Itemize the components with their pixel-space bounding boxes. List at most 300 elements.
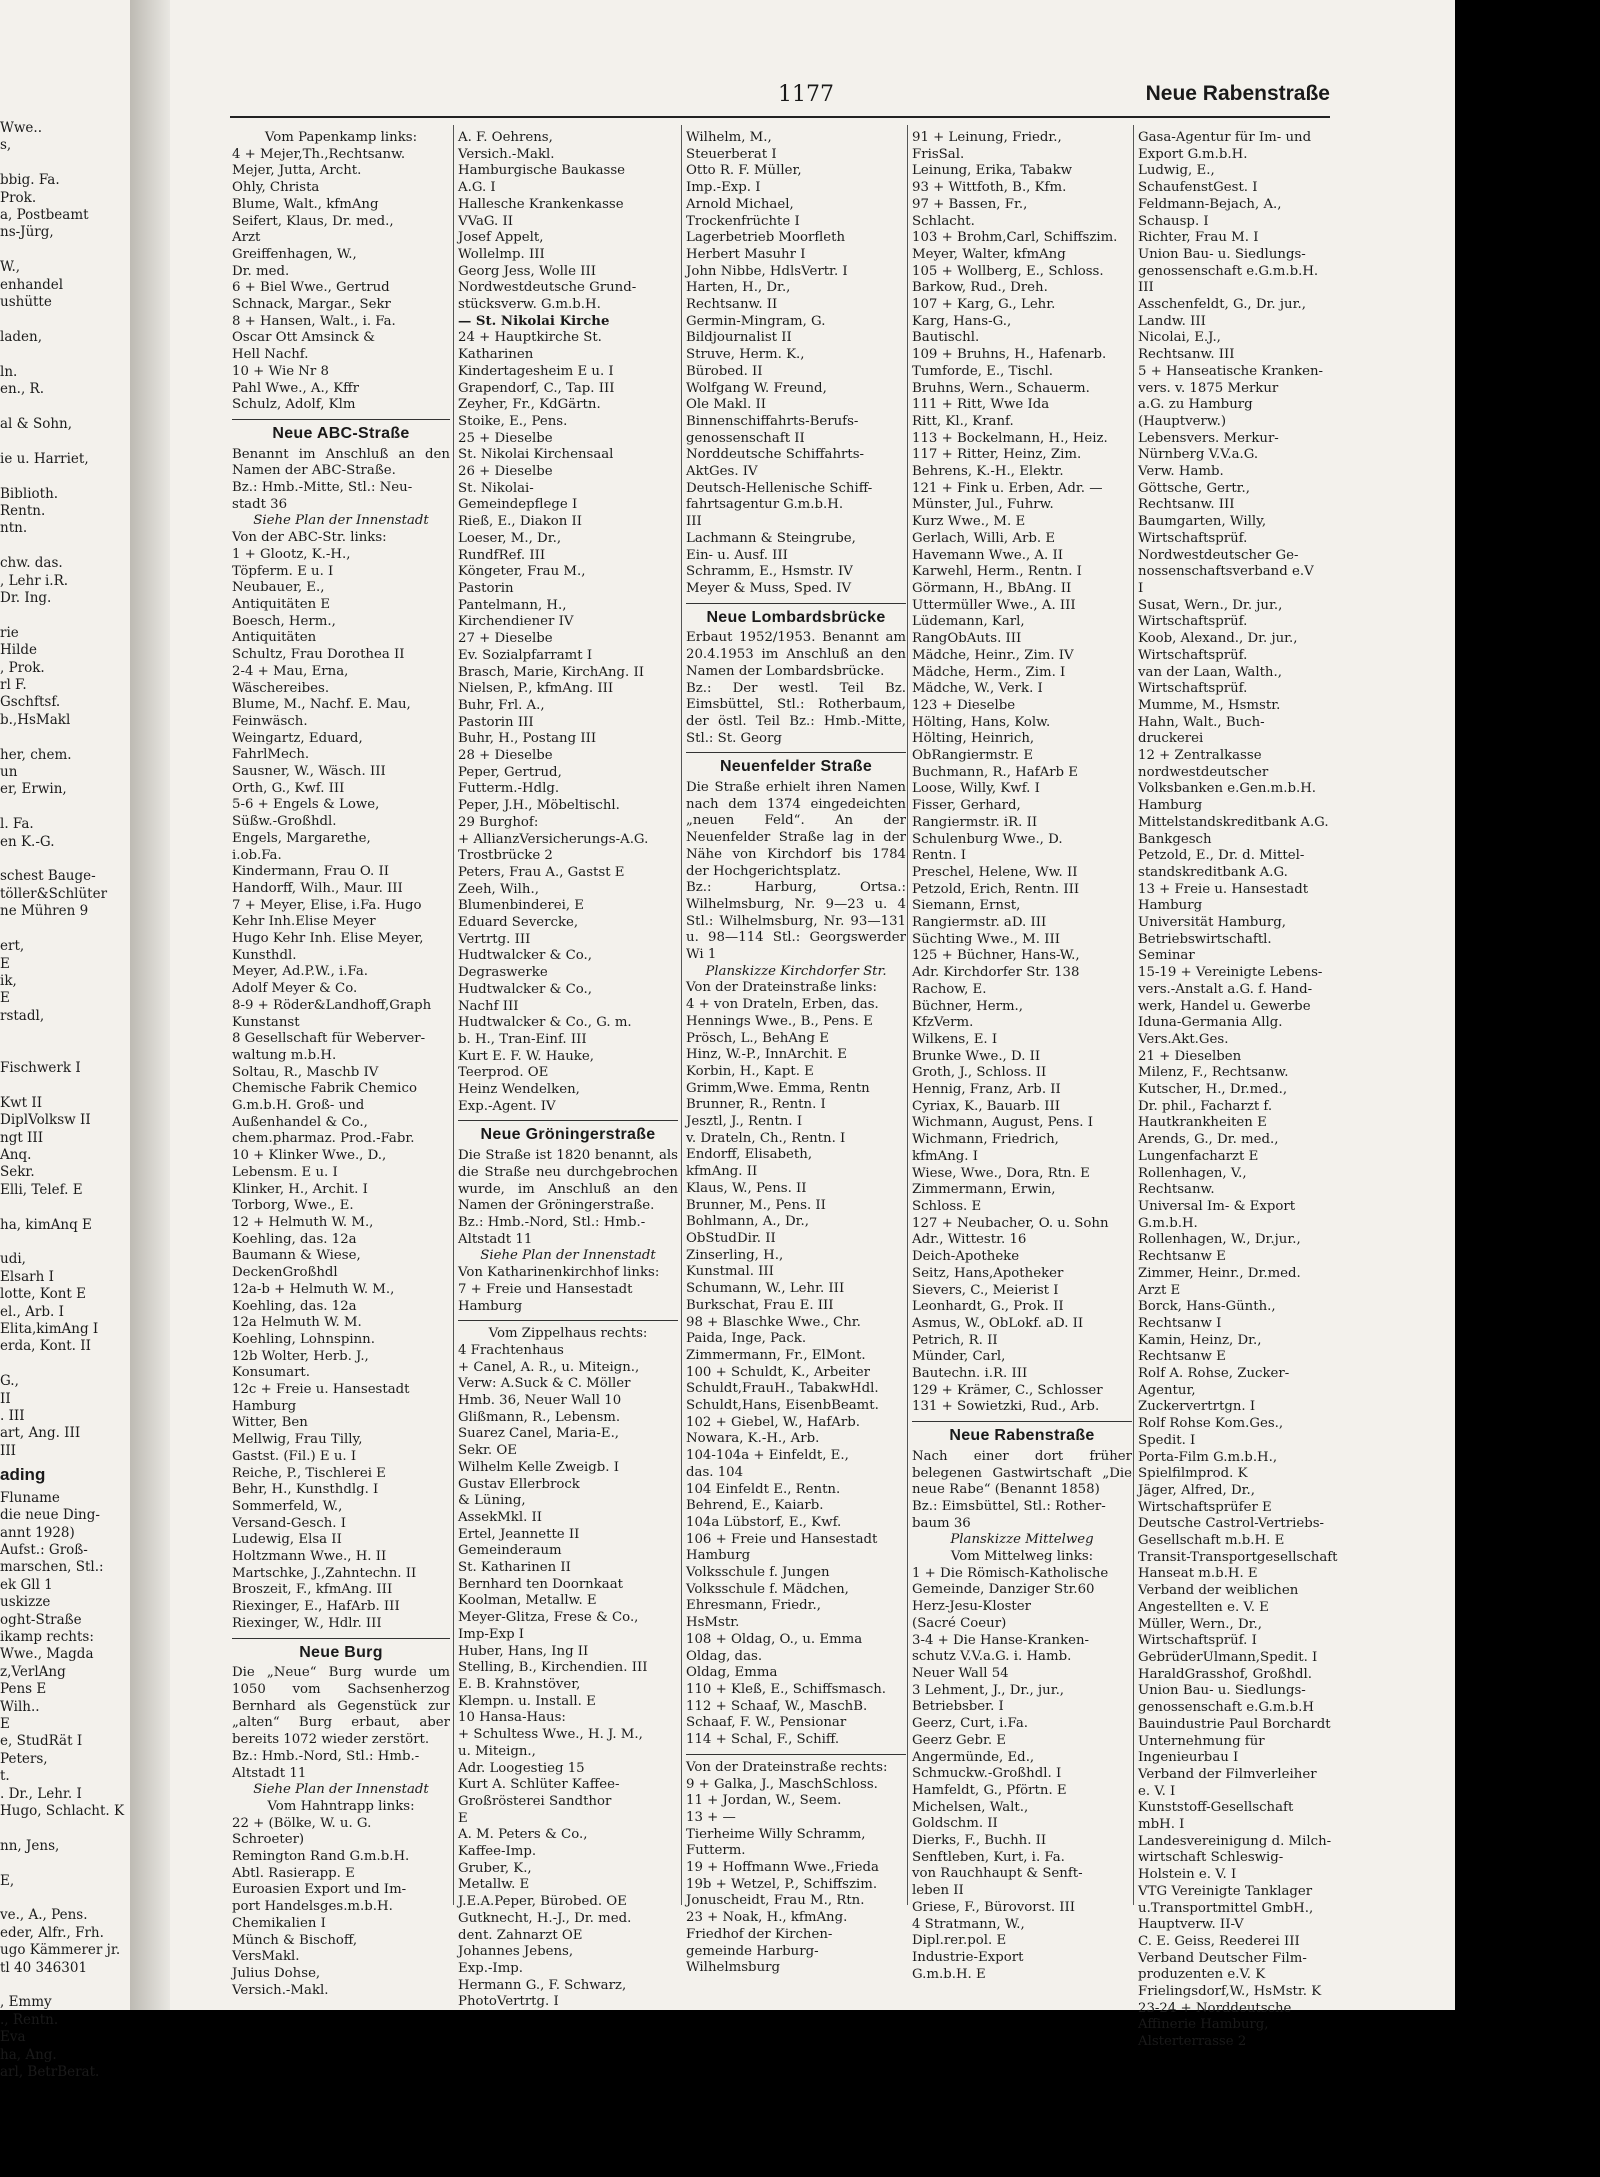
left-page-line: . Dr., Lehr. I — [0, 1785, 82, 1802]
column-divider — [453, 125, 454, 1905]
directory-entry: Paida, Inge, Pack. — [686, 1331, 807, 1347]
directory-entry: Uttermüller Wwe., A. III — [912, 597, 1076, 613]
directory-entry: 125 + Büchner, Hans-W., — [912, 948, 1080, 964]
left-page-line: ns-Jürg, — [0, 224, 54, 241]
directory-entry: Arends, G., Dr. med., — [1138, 1132, 1279, 1148]
directory-entry: 2-4 + Mau, Erna, — [232, 663, 349, 679]
directory-entry: Zimmermann, Erwin, — [912, 1182, 1056, 1198]
left-page-line: ha, Ang. — [0, 2046, 57, 2063]
left-page-line: al & Sohn, — [0, 415, 73, 432]
directory-entry: Hamburg — [232, 1398, 297, 1414]
left-page-line — [0, 155, 140, 172]
directory-entry: das. 104 — [686, 1464, 744, 1480]
directory-entry: G.m.b.H. — [1138, 1215, 1198, 1231]
directory-entry: Dipl.rer.pol. E — [912, 1933, 1007, 1949]
directory-entry: Remington Rand G.m.b.H. — [232, 1849, 410, 1865]
directory-entry: Asschenfeldt, G., Dr. jur., — [1138, 297, 1306, 313]
directory-entry: Abtl. Rasierapp. E — [232, 1865, 355, 1881]
directory-entry: Vers.Akt.Ges. — [1138, 1031, 1229, 1047]
directory-entry: 29 Burghof: — [458, 814, 539, 830]
directory-entry: Ingenieurbau I — [1138, 1750, 1239, 1766]
left-page-line: Gschftsf. — [0, 694, 61, 711]
directory-entry: Nicolai, E.J., — [1138, 330, 1221, 346]
directory-entry: Schlacht. — [912, 213, 975, 229]
directory-entry: Schnack, Margar., Sekr — [232, 297, 391, 313]
left-page-line: Elita,kimAng I — [0, 1321, 99, 1338]
left-page-line: tl 40 346301 — [0, 1959, 88, 1976]
left-page-line: ie u. Harriet, — [0, 450, 89, 467]
directory-entry: Altstadt 11 — [232, 1765, 307, 1781]
directory-entry: ObRangiermstr. E — [912, 748, 1034, 764]
directory-entry: Koob, Alexand., Dr. jur., — [1138, 631, 1298, 647]
directory-entry: Klinker, H., Archit. I — [232, 1181, 368, 1197]
directory-entry: 129 + Krämer, C., Schlosser — [912, 1382, 1103, 1398]
directory-entry: Binnenschiffahrts-Berufs- — [686, 413, 859, 429]
directory-entry: 103 + Brohm,Carl, Schiffszim. — [912, 230, 1118, 246]
left-page-line: Fischwerk I — [0, 1059, 81, 1076]
directory-entry: Rollenhagen, W., Dr.jur., — [1138, 1232, 1301, 1248]
directory-entry: 10 + Klinker Wwe., D., — [232, 1148, 387, 1164]
directory-entry: Schaaf, F. W., Pensionar — [686, 1715, 847, 1731]
directory-entry: Arzt — [232, 230, 261, 246]
directory-entry: Leinung, Erika, Tabakw — [912, 163, 1073, 179]
directory-entry: Johannes Jebens, — [458, 1944, 574, 1960]
left-page-fragment — [0, 120, 140, 2081]
directory-entry: Konsumart. — [232, 1365, 310, 1381]
directory-entry: Nowara, K.-H., Arb. — [686, 1431, 820, 1447]
left-page-line: Sekr. — [0, 1164, 35, 1181]
directory-entry: Iduna-Germania Allg. — [1138, 1015, 1283, 1031]
directory-entry: Preschel, Helene, Ww. II — [912, 864, 1078, 880]
directory-entry: Chemikalien I — [232, 1915, 326, 1931]
directory-entry: Schulenburg Wwe., D. — [912, 831, 1063, 847]
directory-entry: Wilkens, E. I — [912, 1031, 998, 1047]
directory-entry: John Nibbe, HdlsVertr. I — [686, 263, 848, 279]
column-4 — [912, 130, 1132, 2000]
directory-entry: Richter, Frau M. I — [1138, 230, 1259, 246]
directory-entry: Von der Drateinstraße links: — [686, 980, 877, 996]
directory-entry: Struve, Herm. K., — [686, 347, 805, 363]
directory-entry: Hautkrankheiten E — [1138, 1115, 1267, 1131]
directory-entry: u.Transportmittel GmbH., — [1138, 1900, 1314, 1916]
directory-entry: Adr., Wittestr. 16 — [912, 1232, 1027, 1248]
directory-entry: Blume, Walt., kfmAng — [232, 196, 379, 212]
left-page-line: udi, — [0, 1251, 26, 1268]
left-page-line: uskizze — [0, 1594, 51, 1611]
directory-entry: Nielsen, P., kfmAng. III — [458, 681, 614, 697]
directory-entry: Klempn. u. Install. E — [458, 1693, 596, 1709]
plan-reference: Siehe Plan der Innenstadt — [253, 1782, 429, 1798]
section-rule — [686, 603, 906, 604]
directory-entry: 111 + Ritt, Wwe Ida — [912, 397, 1050, 413]
directory-entry: Schroeter) — [232, 1832, 305, 1848]
directory-entry: Kehr Inh.Elise Meyer — [232, 914, 376, 930]
directory-entry: druckerei — [1138, 731, 1204, 747]
directory-entry: waltung m.b.H. — [232, 1047, 337, 1063]
directory-entry: Hamburg — [686, 1548, 751, 1564]
directory-entry: Bautischl. — [912, 330, 980, 346]
directory-entry: 12 + Zentralkasse — [1138, 748, 1262, 764]
directory-entry: Lüdemann, Karl, — [912, 614, 1025, 630]
directory-entry: Pastorin — [458, 580, 514, 596]
left-page-line: ngt III — [0, 1129, 44, 1146]
left-page-line — [0, 1356, 140, 1373]
directory-entry: Engels, Margarethe, — [232, 830, 371, 846]
directory-entry: Meyer & Muss, Sped. IV — [686, 580, 852, 596]
directory-entry: 12 + Helmuth W. M., — [232, 1215, 374, 1230]
street-heading: Neue Lombardsbrücke — [706, 608, 886, 626]
directory-entry: Industrie-Export — [912, 1949, 1024, 1965]
directory-entry: 4 + Mejer,Th.,Rechtsanw. — [232, 146, 406, 162]
left-page-line: her, chem. — [0, 746, 72, 763]
directory-entry: Jäger, Alfred, Dr., — [1138, 1482, 1255, 1498]
left-page-line: rl F. — [0, 677, 27, 693]
directory-entry: Zimmer, Heinr., Dr.med. — [1138, 1265, 1301, 1281]
directory-entry: Deutsche Castrol-Vertriebs- — [1138, 1516, 1325, 1532]
directory-entry: Wichmann, August, Pens. I — [912, 1115, 1093, 1131]
directory-entry: Holstein e. V. I — [1138, 1867, 1237, 1883]
directory-entry: Frielingsdorf,W., HsMstr. K — [1138, 1984, 1322, 2000]
directory-entry: Dierks, F., Buchh. II — [912, 1833, 1047, 1849]
directory-entry: Kamin, Heinz, Dr., — [1138, 1332, 1262, 1348]
section-rule — [232, 1638, 450, 1639]
directory-entry: Bz.: Eimsbüttel, Stl.: Rother- — [912, 1498, 1106, 1514]
directory-entry: Petzold, E., Dr. d. Mittel- — [1138, 848, 1305, 864]
street-heading: Neue Gröningerstraße — [480, 1126, 656, 1144]
directory-entry: Münch & Bischoff, — [232, 1932, 358, 1948]
directory-entry: stücksverw. G.m.b.H. — [458, 297, 601, 313]
directory-entry: Futterm.-Hdlg. — [458, 781, 560, 797]
directory-entry: produzenten e.V. K — [1138, 1967, 1266, 1983]
left-page-line: art, Ang. III — [0, 1425, 81, 1442]
directory-entry: (Sacré Coeur) — [912, 1615, 1007, 1631]
left-page-line: Eva — [0, 2029, 26, 2046]
directory-entry: Hamburg — [1138, 898, 1203, 914]
directory-entry: Zinserling, H., — [686, 1247, 784, 1263]
directory-entry: werk, Handel u. Gewerbe — [1138, 998, 1311, 1014]
directory-entry: 19 + Hoffmann Wwe.,Frieda — [686, 1860, 879, 1876]
left-page-line: rstadl, — [0, 1007, 45, 1024]
directory-entry: Kunststoff-Gesellschaft — [1138, 1800, 1294, 1816]
left-page-line — [0, 1077, 140, 1094]
directory-entry: Bruhns, Wern., Schauerm. — [912, 380, 1090, 396]
directory-entry: Sievers, C., Meierist I — [912, 1282, 1059, 1298]
left-page-line: a, Postbeamt — [0, 207, 89, 224]
section-rule — [232, 419, 450, 420]
directory-entry: Lebensvers. Merkur- — [1138, 430, 1279, 446]
directory-entry: Torborg, Wwe., E. — [232, 1198, 354, 1214]
directory-entry: Affinerie Hamburg, — [1138, 2017, 1269, 2033]
directory-entry: 3 Lehment, J., Dr., jur., — [912, 1682, 1065, 1698]
column-divider — [681, 125, 682, 1905]
directory-entry: a.G. zu Hamburg — [1138, 397, 1253, 413]
directory-entry: Exp.-Imp. — [458, 1960, 524, 1976]
directory-entry: Rechtsanw I — [1138, 1315, 1222, 1331]
directory-entry: Hell Nachf. — [232, 347, 309, 363]
directory-entry: Jonuscheidt, Frau M., Rtn. — [686, 1893, 865, 1909]
directory-entry: Großrösterei Sandthor — [458, 1793, 612, 1809]
directory-entry: Agentur, — [1138, 1382, 1196, 1398]
left-page-line: . III — [0, 1408, 25, 1425]
directory-entry: 106 + Freie und Hansestadt — [686, 1531, 878, 1547]
left-page-line: Wwe.. — [0, 120, 43, 136]
directory-entry: standskreditbank A.G. — [1138, 864, 1288, 880]
left-page-line: ve., A., Pens. — [0, 1907, 88, 1924]
directory-entry: Schmuckw.-Großhdl. I — [912, 1766, 1062, 1782]
directory-entry: Martschke, J.,Zahntechn. II — [232, 1565, 417, 1581]
directory-entry: III — [686, 514, 702, 530]
directory-entry: Stoike, E., Pens. — [458, 413, 568, 429]
directory-entry: St. Katharinen II — [458, 1560, 571, 1576]
directory-entry: Antiquitäten — [232, 630, 317, 646]
directory-entry: 131 + Sowietzki, Rud., Arb. — [912, 1399, 1100, 1415]
left-page-line: , Emmy — [0, 1994, 52, 2011]
directory-entry: Tierheime Willy Schramm, — [686, 1826, 866, 1842]
directory-entry: Görmann, H., BbAng. II — [912, 580, 1072, 596]
directory-entry: 127 + Neubacher, O. u. Sohn — [912, 1215, 1109, 1231]
directory-entry: Pahl Wwe., A., Kffr — [232, 380, 359, 396]
directory-entry: Göttsche, Gertr., — [1138, 480, 1251, 496]
directory-entry: Schuldt,Hans, EisenbBeamt. — [686, 1398, 879, 1414]
directory-entry: Josef Appelt, — [458, 230, 544, 246]
plan-reference: Planskizze Mittelweg — [950, 1532, 1094, 1548]
section-rule — [686, 752, 906, 753]
directory-entry: Bohlmann, A., Dr., — [686, 1214, 810, 1230]
column-1 — [232, 130, 450, 2000]
directory-entry: Leonhardt, G., Prok. II — [912, 1299, 1064, 1315]
directory-entry: 13 + — — [686, 1809, 736, 1825]
directory-entry: Rangiermstr. iR. II — [912, 814, 1038, 830]
directory-entry: Meyer, Walter, kfmAng — [912, 246, 1066, 262]
left-page-line — [0, 468, 140, 485]
directory-entry: Oscar Ott Amsinck & — [232, 330, 375, 346]
direction-line: Vom Papenkamp links: — [264, 130, 418, 145]
directory-entry: port Handelsges.m.b.H. — [232, 1899, 393, 1915]
directory-entry: VVaG. II — [458, 213, 514, 229]
directory-entry: 98 + Blaschke Wwe., Chr. — [686, 1314, 861, 1330]
left-page-line — [0, 1820, 140, 1837]
directory-entry: G.m.b.H. Groß- und — [232, 1098, 365, 1114]
directory-entry: Karg, Hans-G., — [912, 313, 1012, 329]
directory-entry: DeckenGroßhdl — [232, 1265, 338, 1281]
directory-entry: 13 + Freie u. Hansestadt — [1138, 881, 1309, 897]
left-page-line: ert, — [0, 938, 25, 955]
directory-entry: Lungenfacharzt E — [1138, 1148, 1259, 1164]
left-page-line — [0, 242, 140, 259]
directory-entry: Koolman, Metallw. E — [458, 1593, 597, 1609]
directory-entry: Ritt, Kl., Kranf. — [912, 413, 1014, 429]
directory-entry: kfmAng. I — [912, 1148, 978, 1164]
directory-entry: Baumann & Wiese, — [232, 1248, 361, 1264]
directory-entry: Hanseat m.b.H. E — [1138, 1566, 1258, 1582]
directory-entry: Gesellschaft m.b.H. E — [1138, 1533, 1285, 1549]
directory-entry: Herbert Masuhr I — [686, 246, 806, 262]
directory-entry: G.m.b.H. E — [912, 1966, 986, 1982]
directory-entry: Boesch, Herm., — [232, 613, 336, 629]
directory-entry: Altstadt 11 — [458, 1231, 533, 1247]
directory-entry: Lagerbetrieb Moorfleth — [686, 230, 846, 246]
left-page-line — [0, 433, 140, 450]
directory-entry: Versand-Gesch. I — [232, 1515, 346, 1531]
directory-entry: Nachf III — [458, 998, 519, 1014]
left-page-line: un — [0, 764, 18, 781]
left-page-line — [0, 1234, 140, 1251]
directory-entry: Schramm, E., Hsmstr. IV — [686, 564, 853, 580]
directory-entry: Germin-Mingram, G. — [686, 313, 826, 329]
directory-entry: Zimmermann, Fr., ElMont. — [686, 1347, 866, 1363]
directory-entry: 19b + Wetzel, P., Schiffszim. — [686, 1876, 878, 1892]
left-page-line — [0, 1855, 140, 1872]
directory-entry: Trockenfrüchte I — [686, 213, 800, 229]
left-page-line: en., R. — [0, 381, 45, 398]
directory-entry: Brunke Wwe., D. II — [912, 1048, 1041, 1064]
directory-entry: 24 + Hauptkirche St. — [458, 330, 602, 346]
directory-entry: Süchting Wwe., M. III — [912, 931, 1061, 947]
directory-entry: Reiche, P., Tischlerei E — [232, 1465, 386, 1481]
directory-entry: Seifert, Klaus, Dr. med., — [232, 213, 394, 229]
directory-entry: Wirtschaftsprüf. — [1138, 530, 1248, 546]
directory-entry: Unternehmung für — [1138, 1733, 1265, 1749]
directory-entry: Wollelmp. III — [458, 246, 545, 262]
directory-entry: Wirtschaftsprüf. — [1138, 647, 1248, 663]
directory-entry: Fisser, Gerhard, — [912, 798, 1021, 814]
directory-entry: Riexinger, E., HafArb. III — [232, 1599, 400, 1615]
directory-entry: Trostbrücke 2 — [458, 848, 553, 864]
left-page-line: Dr. Ing. — [0, 589, 52, 606]
directory-entry: Versich.-Makl. — [458, 146, 555, 162]
page-number: 1177 — [778, 82, 834, 107]
column-3 — [686, 130, 906, 2000]
directory-entry: 1 + Glootz, K.-H., — [232, 546, 351, 562]
left-page-line: Pens E — [0, 1681, 47, 1698]
directory-entry: 102 + Giebel, W., HafArb. — [686, 1414, 860, 1430]
directory-entry: 91 + Leinung, Friedr., — [912, 130, 1062, 145]
directory-entry: A. F. Oehrens, — [458, 130, 553, 145]
directory-entry: Kunstanst — [232, 1014, 300, 1030]
directory-entry: Lebensm. E u. I — [232, 1164, 338, 1180]
directory-entry: Blumenbinderei, E — [458, 898, 584, 914]
directory-entry: Endorff, Elisabeth, — [686, 1147, 813, 1163]
street-description: Die Straße ist 1820 benannt, als die Straße neu durchgebrochen wurde, im Anschluß an den Namen der Gröningerstraße. — [458, 1148, 678, 1214]
street-description: Die Straße erhielt ihren Namen nach dem 1374 eingedeichten „neuen Feld“. An der Neuenfelder Straße lag in der Nähe von Kirchdorf bis 1784 der Hochgerichtsplatz. — [686, 780, 906, 879]
directory-entry: Angestellten e. V. E — [1138, 1599, 1269, 1615]
directory-entry: Buhr, H., Postang III — [458, 731, 597, 747]
directory-entry: Koehling, das. 12a — [232, 1298, 357, 1314]
directory-entry: 114 + Schal, F., Schiff. — [686, 1732, 840, 1748]
directory-entry: Kurt E. F. W. Hauke, — [458, 1048, 594, 1064]
directory-entry: Exp.-Agent. IV — [458, 1098, 556, 1114]
directory-entry: Wilhelm, M., — [686, 130, 772, 145]
left-page-line: ., Rentn. — [0, 2011, 59, 2028]
left-page-line: III — [0, 1442, 16, 1459]
directory-entry: Mittelstandskreditbank A.G. — [1138, 814, 1329, 830]
directory-entry: Hamburgische Baukasse — [458, 163, 626, 179]
directory-entry: 104-104a + Einfeldt, E., — [686, 1448, 849, 1464]
directory-entry: AssekMkl. II — [458, 1509, 543, 1525]
directory-entry: 3-4 + Die Hanse-Kranken- — [912, 1632, 1090, 1648]
directory-entry: Zeeh, Wilh., — [458, 881, 539, 897]
left-page-line: ikamp rechts: — [0, 1628, 94, 1645]
section-rule — [458, 1120, 678, 1121]
directory-entry: Münster, Jul., Fuhrw. — [912, 497, 1054, 513]
left-page-line — [0, 921, 140, 938]
left-page-line: ntn. — [0, 520, 28, 537]
directory-entry: 121 + Fink u. Erben, Adr. — — [912, 480, 1103, 496]
directory-entry: Rolf Rohse Kom.Ges., — [1138, 1416, 1284, 1432]
directory-entry: Ole Makl. II — [686, 397, 767, 413]
directory-entry: Ehresmann, Friedr., — [686, 1598, 822, 1614]
directory-entry: Mädche, W., Verk. I — [912, 681, 1043, 697]
left-page-line: töller&Schlüter — [0, 885, 108, 902]
directory-entry: Weingartz, Eduard, — [232, 730, 363, 746]
directory-entry: Grapendorf, C., Tap. III — [458, 380, 615, 396]
directory-entry: wirtschaft Schleswig- — [1138, 1850, 1284, 1866]
directory-entry: 110 + Kleß, E., Schiffsmasch. — [686, 1681, 886, 1697]
directory-entry: 117 + Ritter, Heinz, Zim. — [912, 447, 1082, 463]
directory-entry: VersMakl. — [232, 1949, 300, 1965]
left-page-line: nn, Jens, — [0, 1837, 60, 1854]
directory-entry: 6 + Biel Wwe., Gertrud — [232, 280, 390, 296]
directory-entry: Loose, Willy, Kwf. I — [912, 781, 1040, 797]
left-page-line — [0, 1199, 140, 1216]
section-rule — [686, 1754, 906, 1755]
directory-entry: VTG Vereinigte Tanklager — [1138, 1883, 1313, 1899]
directory-entry: Hölting, Heinrich, — [912, 731, 1035, 747]
directory-entry: Blume, M., Nachf. E. Mau, — [232, 697, 411, 713]
left-page-line: rie — [0, 624, 19, 641]
left-page-line: E — [0, 990, 10, 1007]
directory-entry: Meyer, Ad.P.W., i.Fa. — [232, 964, 369, 980]
directory-entry: Schuldt,FrauH., TabakwHdl. — [686, 1381, 879, 1397]
street-description: Die „Neue“ Burg wurde um 1050 vom Sachsenherzog Bernhard als Gegenstück zur „alten“ Burg erbaut, aber bereits 1072 wieder zerstört. — [232, 1665, 450, 1748]
section-rule — [912, 1421, 1132, 1422]
directory-entry: vers.-Anstalt a.G. f. Hand- — [1138, 981, 1313, 997]
directory-entry: fahrtsagentur G.m.b.H. — [686, 497, 844, 513]
directory-entry: Seminar — [1138, 948, 1195, 964]
left-page-line: Prok. — [0, 189, 37, 206]
directory-entry: FrisSal. — [912, 146, 965, 162]
directory-entry: Tumforde, E., Tischl. — [912, 363, 1053, 379]
street-description: Bz.: Der westl. Teil Bz. Eimsbüttel, Stl.: Rotherbaum, der östl. Teil Bz.: Hmb.-Mitte, Stl.: St. Georg — [686, 680, 906, 746]
directory-entry: Geerz, Curt, i.Fa. — [912, 1716, 1029, 1732]
directory-entry: Hudtwalcker & Co., G. m. — [458, 1015, 632, 1031]
directory-entry: Ein- u. Ausf. III — [686, 547, 788, 563]
left-page-line — [0, 1043, 140, 1060]
left-page-line: E, — [0, 1872, 15, 1889]
directory-entry: Hallesche Krankenkasse — [458, 196, 624, 212]
directory-entry: Rechtsanw. II — [686, 297, 778, 313]
directory-entry: Gruber, K., — [458, 1860, 532, 1876]
directory-entry: Rieß, E., Diakon II — [458, 514, 583, 530]
directory-entry: Rechtsanw. III — [1138, 347, 1235, 363]
directory-entry: Transit-Transportgesellschaft — [1138, 1549, 1338, 1565]
directory-entry: 23 + Noak, H., kfmAng. — [686, 1910, 848, 1926]
directory-entry: schutz V.V.a.G. i. Hamb. — [912, 1649, 1072, 1665]
section-rule — [458, 1320, 678, 1321]
directory-entry: 5 + Hanseatische Kranken- — [1138, 363, 1324, 379]
directory-entry: kfmAng. II — [686, 1164, 758, 1180]
directory-entry: Hennings Wwe., B., Pens. E — [686, 1013, 873, 1029]
directory-entry: Schausp. I — [1138, 213, 1209, 229]
directory-entry: Feldmann-Bejach, A., — [1138, 196, 1282, 212]
directory-entry: Gutknecht, H.-J., Dr. med. — [458, 1910, 632, 1926]
left-page-line: s, — [0, 137, 12, 154]
left-page-line: Fluname — [0, 1489, 60, 1506]
left-page-line: t. — [0, 1768, 10, 1785]
directory-entry: Sekr. OE — [458, 1443, 517, 1459]
left-page-line: e, StudRät I — [0, 1733, 83, 1750]
directory-entry: HaraldGrasshof, Großhdl. — [1138, 1666, 1313, 1682]
